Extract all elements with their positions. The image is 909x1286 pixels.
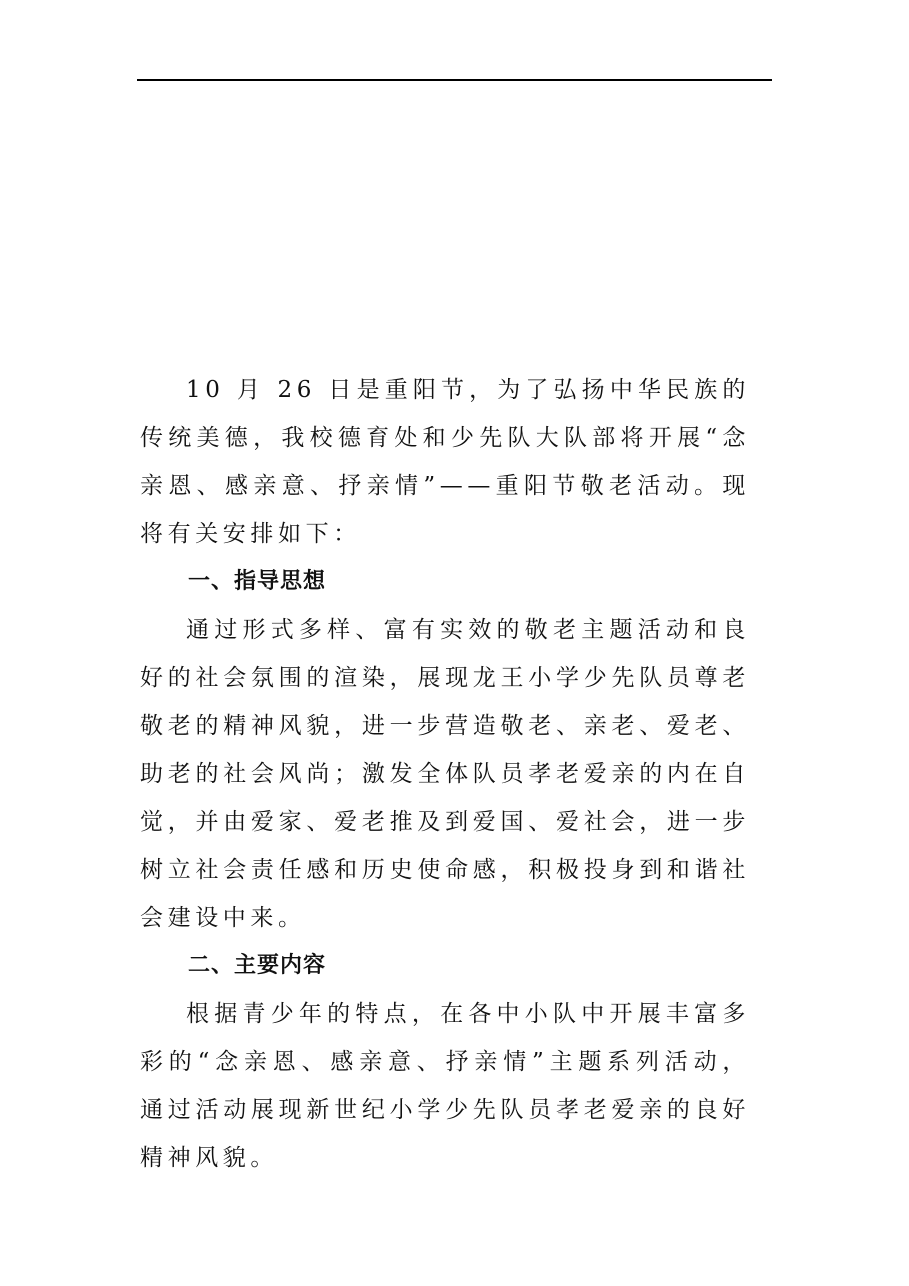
guiding-ideology-paragraph: 通过形式多样、富有实效的敬老主题活动和良好的社会氛围的渲染，展现龙王小学少先队员尊老敬老的精神风貌，进一步营造敬老、亲老、爱老、助老的社会风尚；激发全体队员孝老爱亲的内在自觉，并由爱家、爱老推及到爱国、爱社会，进一步树立社会责任感和历史使命感，积极投身到和谐社会建设中来。 [140, 617, 750, 931]
header-rule [137, 79, 772, 81]
section-heading-main-content: 二、主要内容 [188, 953, 327, 978]
section-heading-guiding-ideology: 一、指导思想 [188, 569, 327, 594]
document-body [140, 366, 750, 1182]
intro-paragraph: 10 月 26 日是重阳节，为了弘扬中华民族的传统美德，我校德育处和少先队大队部将开展“念亲恩、感亲意、抒亲情”——重阳节敬老活动。现将有关安排如下： [140, 377, 750, 547]
main-content-paragraph: 根据青少年的特点，在各中小队中开展丰富多彩的“念亲恩、感亲意、抒亲情”主题系列活动，通过活动展现新世纪小学少先队员孝老爱亲的良好精神风貌。 [140, 1001, 750, 1171]
